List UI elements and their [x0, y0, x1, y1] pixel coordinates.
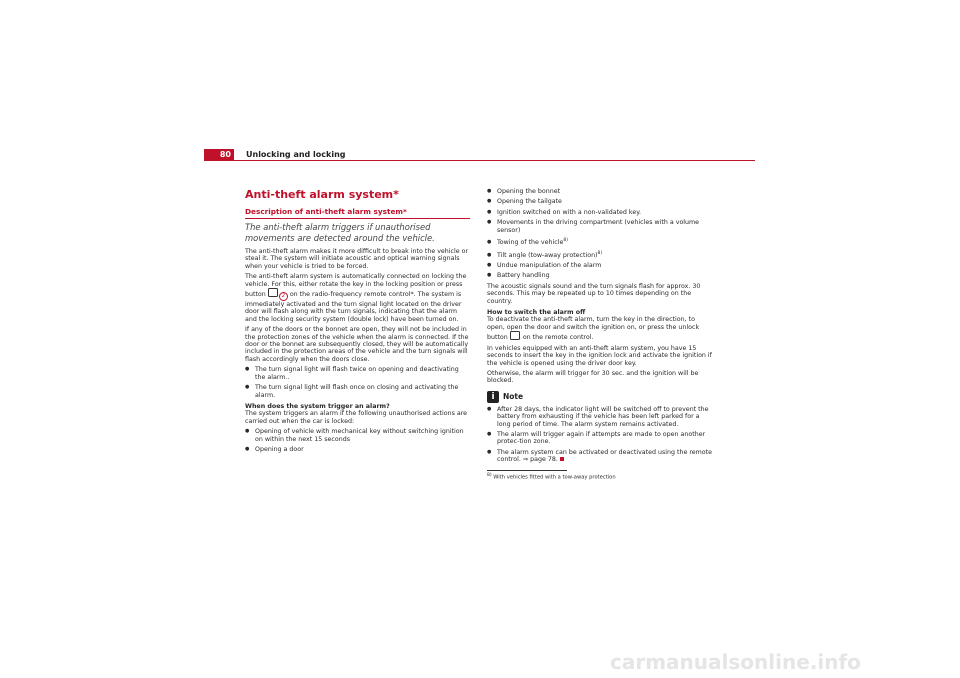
paragraph: The acoustic signals sound and the turn signals flash for approx. 30 seconds. This may be repeated up to 10 times depending on the country. [487, 282, 701, 305]
watermark: carmanualsonline.info [610, 650, 861, 674]
paragraph: In vehicles equipped with an anti-theft alarm system, you have 15 seconds to insert the key in the ignition lock and activate the ignition if the vehicle is opened using the driver door key. [487, 344, 712, 367]
list-item: ● Towing of the vehicle$^{8)}$ [487, 237, 712, 247]
lead-text: The anti-theft alarm triggers if unauthorised movements are detected around the vehicle. [245, 222, 435, 243]
list-item: ● Tilt angle (tow-away protection)$^{8)}$ [487, 250, 712, 260]
unlock-key-icon [510, 331, 520, 340]
list-item: ● Opening of vehicle with mechanical key without switching ignition on within the next 15 seconds [245, 428, 470, 443]
paragraph: If any of the doors or the bonnet are open, they will not be included in the protection zones of the vehicle when the alarm is connected. If the door or the bonnet are subsequently closed, they will be automatically included in the protection areas of the vehicle and the turn signals will flash accordingly when the doors close. [245, 326, 469, 363]
page-title: Anti-theft alarm system* [245, 188, 399, 201]
list-item: ● The alarm will trigger again if attempts are made to open another protec-tion zone. [487, 431, 712, 446]
list-item: ● The alarm system can be activated or deactivated using the remote control. ⇒ page 78. [487, 449, 712, 464]
lock-key-icon [268, 288, 278, 297]
right-column [487, 188, 712, 481]
paragraph: The anti-theft alarm makes it more difficult to break into the vehicle or steal it. The system will initiate acoustic and optical warning signals when your vehicle is tried to be forced. [245, 248, 469, 270]
subheading: When does the system trigger an alarm? [245, 402, 390, 410]
note-header [487, 391, 712, 403]
subsection-title: Description of anti-theft alarm system* [245, 207, 470, 219]
subheading: How to switch the alarm off [487, 309, 586, 317]
list-item: ● Undue manipulation of the alarm [487, 262, 712, 269]
section-title: Unlocking and locking [246, 150, 346, 159]
paragraph: Otherwise, the alarm will trigger for 30 sec. and the ignition will be blocked. [487, 369, 699, 385]
info-icon: i [487, 391, 499, 403]
list-item: ● After 28 days, the indicator light will be switched off to prevent the battery from exhausting if the vehicle has been left parked for a long period of time. The alarm system remains activated. [487, 406, 712, 428]
paragraph: The system triggers an alarm if the following unauthorised actions are carried out when the car is locked: [245, 410, 468, 425]
paragraph: The anti-theft alarm system is automatically connected on locking the vehicle. For this, either rotate the key in the locking position or press button 2 on the radio-frequency remote control*. The system is immediately activated and the turn signal light located on the driver door will flash along with the turn signals, indicating that the alarm and the locking security system (double lock) have been turned on. [245, 273, 467, 323]
paragraph: To deactivate the anti-theft alarm, turn the key in the direction, to open, open the door and switch the ignition on, or press the unlock button on the remote control. [487, 316, 700, 342]
list-item: ● Battery handling [487, 272, 712, 279]
list-item: ● Ignition switched on with a non-validated key. [487, 209, 712, 216]
list-item: ● Movements in the driving compartment (vehicles with a volume sensor) [487, 219, 712, 234]
footnote-rule [487, 470, 567, 471]
note-title: Note [503, 392, 524, 402]
page-number: 80 [204, 149, 234, 161]
end-mark-icon [560, 457, 564, 461]
left-column [245, 188, 470, 456]
list-item: ● Opening a door [245, 446, 470, 453]
list-item: ● Opening the bonnet [487, 188, 712, 195]
callout-number: 2 [279, 292, 288, 301]
header-rule [234, 160, 755, 161]
list-item: ● The turn signal light will flash twice on opening and deactivating the alarm.. [245, 366, 470, 381]
footnote: $^{8)}$ With vehicles fitted with a tow-away protection [487, 473, 616, 481]
page-header [204, 149, 755, 161]
list-item: ● The turn signal light will flash once on closing and activating the alarm. [245, 384, 470, 399]
list-item: ● Opening the tailgate [487, 198, 712, 205]
